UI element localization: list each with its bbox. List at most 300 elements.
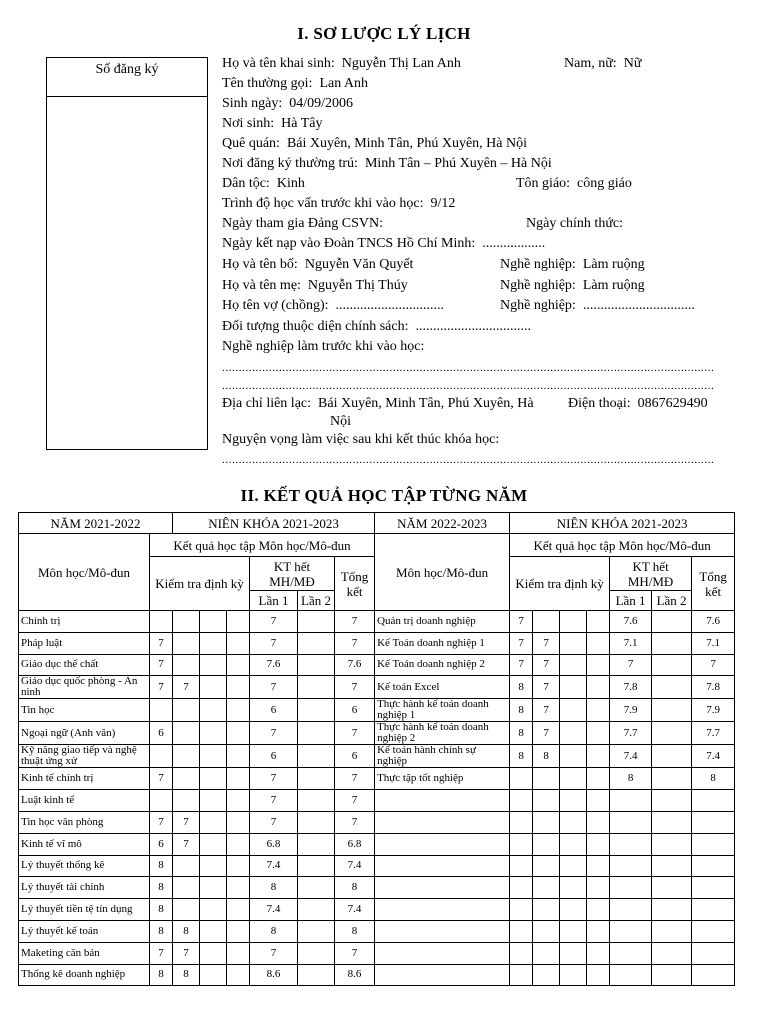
previous-job-dots-1: ................................................................................................................................................... (222, 362, 715, 374)
left-score-cell (298, 899, 335, 921)
mother-line (222, 276, 408, 296)
left-score-cell: 8 (335, 877, 375, 899)
left-score-cell: 7 (335, 722, 375, 745)
left-score-cell (227, 722, 250, 745)
right-score-cell (587, 722, 610, 745)
right-score-cell (652, 654, 692, 676)
right-score-cell (510, 899, 533, 921)
youth-union-value: .................. (482, 236, 546, 251)
right-score-cell (510, 811, 533, 833)
left-score-cell: 7.4 (335, 899, 375, 921)
right-score-cell (692, 811, 735, 833)
left-subject-cell: Tin học (19, 699, 150, 722)
religion-label: Tôn giáo: (516, 176, 571, 191)
left-score-cell (200, 790, 227, 812)
right-score-cell (692, 899, 735, 921)
right-score-cell (533, 877, 560, 899)
left-score-cell: 7 (335, 611, 375, 633)
right-subject-cell (375, 855, 510, 877)
right-score-cell (652, 611, 692, 633)
father-job-value: Làm ruộng (582, 257, 645, 272)
right-score-cell (610, 855, 652, 877)
right-score-cell (560, 611, 587, 633)
left-score-cell (200, 833, 227, 855)
previous-job-label: Nghề nghiệp làm trước khi vào học: (222, 339, 425, 354)
left-score-cell: 7 (173, 833, 200, 855)
table-row (19, 722, 735, 745)
left-score-cell (150, 699, 173, 722)
left-score-cell (200, 722, 227, 745)
left-score-cell (173, 877, 200, 899)
left-score-cell (227, 855, 250, 877)
right-subject-cell: Kế Toán doanh nghiệp 2 (375, 654, 510, 676)
left-score-cell: 6 (335, 745, 375, 768)
left-score-cell: 7 (150, 768, 173, 790)
registration-number-label: Số đăng ký (47, 58, 207, 97)
left-score-cell: 7 (335, 676, 375, 699)
left-subject-cell: Luật kinh tế (19, 790, 150, 812)
right-score-cell (510, 855, 533, 877)
right-score-cell: 8 (610, 768, 652, 790)
right-score-cell: 7 (510, 611, 533, 633)
left-score-cell (227, 811, 250, 833)
right-score-cell (560, 722, 587, 745)
left-subject-cell: Giáo dục quốc phòng - An ninh (19, 676, 150, 699)
left-score-cell (227, 899, 250, 921)
left-score-cell: 7 (250, 611, 298, 633)
left-score-cell (298, 722, 335, 745)
right-score-cell (652, 920, 692, 942)
left-score-cell (227, 654, 250, 676)
left-score-cell (173, 654, 200, 676)
right-score-cell (610, 877, 652, 899)
right-score-cell (560, 877, 587, 899)
left-score-cell (200, 676, 227, 699)
gender-label: Nam, nữ: (564, 56, 617, 71)
phone-line (568, 394, 708, 414)
spouse-line (222, 296, 444, 316)
left-score-cell (200, 611, 227, 633)
left-subject-cell: Pháp luật (19, 632, 150, 654)
policy-value: ................................. (415, 319, 531, 334)
spouse-value: ............................... (335, 298, 445, 313)
left-final-header: KT hết MH/MĐ (250, 557, 335, 591)
left-score-cell: 8.6 (335, 964, 375, 986)
right-course: NIÊN KHÓA 2021-2023 (510, 513, 735, 534)
left-score-cell: 7 (335, 811, 375, 833)
right-subject-cell (375, 833, 510, 855)
table-row (19, 877, 735, 899)
right-score-cell (692, 855, 735, 877)
left-score-cell (200, 768, 227, 790)
table-row (19, 920, 735, 942)
left-score-cell: 8 (150, 899, 173, 921)
left-subject-cell: Maketing căn bản (19, 942, 150, 964)
right-score-cell (587, 790, 610, 812)
left-score-cell (200, 632, 227, 654)
religion-value: công giáo (577, 176, 632, 191)
table-row (19, 964, 735, 986)
right-score-cell: 7.4 (610, 745, 652, 768)
left-subject-cell: Kinh tế chính trị (19, 768, 150, 790)
right-score-cell (652, 855, 692, 877)
gender-line (564, 54, 641, 74)
right-score-cell (692, 942, 735, 964)
right-score-cell (652, 699, 692, 722)
right-score-cell: 8 (533, 745, 560, 768)
right-score-cell (587, 964, 610, 986)
left-subject-cell: Chính trị (19, 611, 150, 633)
left-score-cell (200, 699, 227, 722)
left-score-cell (298, 942, 335, 964)
right-score-cell (652, 899, 692, 921)
right-subject-cell: Kế toán Excel (375, 676, 510, 699)
right-score-cell: 7.8 (692, 676, 735, 699)
right-score-cell (533, 964, 560, 986)
left-score-cell: 7 (173, 942, 200, 964)
nickname-label: Tên thường gọi: (222, 76, 313, 91)
left-score-cell: 7 (173, 676, 200, 699)
full-name-label: Họ và tên khai sinh: (222, 56, 335, 71)
right-score-cell (560, 745, 587, 768)
right-score-cell (652, 877, 692, 899)
left-score-cell (298, 790, 335, 812)
right-score-cell (652, 768, 692, 790)
father-value: Nguyễn Văn Quyết (304, 257, 414, 272)
policy-label: Đối tượng thuộc diện chính sách: (222, 319, 409, 334)
right-score-cell (510, 833, 533, 855)
right-score-cell (560, 699, 587, 722)
aspiration-line (222, 430, 499, 450)
right-score-cell: 8 (510, 699, 533, 722)
birthplace-line (222, 114, 322, 134)
spouse-job-label: Nghề nghiệp: (500, 298, 576, 313)
left-score-cell: 6 (150, 833, 173, 855)
right-subject-cell: Thực hành kế toán doanh nghiệp 1 (375, 699, 510, 722)
right-score-cell (560, 790, 587, 812)
left-score-cell (227, 833, 250, 855)
right-score-cell (610, 964, 652, 986)
residence-value: Minh Tân – Phú Xuyên – Hà Nội (364, 156, 552, 171)
right-score-cell (610, 942, 652, 964)
residence-label: Nơi đăng ký thường trú: (222, 156, 358, 171)
spouse-job-line (500, 296, 695, 316)
mother-value: Nguyễn Thị Thúy (307, 278, 408, 293)
right-score-cell (587, 611, 610, 633)
left-subject-cell: Thống kê doanh nghiệp (19, 964, 150, 986)
table-row (19, 611, 735, 633)
left-year: NĂM 2021-2022 (19, 513, 173, 534)
left-score-cell: 7 (335, 942, 375, 964)
left-subject-cell: Kinh tế vĩ mô (19, 833, 150, 855)
left-attempt2-header: Lần 2 (298, 591, 335, 611)
right-score-cell (560, 942, 587, 964)
left-subject-cell: Tin học văn phòng (19, 811, 150, 833)
left-score-cell: 6 (150, 722, 173, 745)
right-score-cell (610, 833, 652, 855)
aspiration-label: Nguyện vọng làm việc sau khi kết thúc khóa học: (222, 432, 500, 447)
address-label: Địa chỉ liên lạc: (222, 396, 312, 411)
father-label: Họ và tên bố: (222, 257, 298, 272)
policy-line (222, 317, 531, 337)
right-year: NĂM 2022-2023 (375, 513, 510, 534)
right-score-cell: 7 (510, 654, 533, 676)
right-score-cell (652, 811, 692, 833)
left-score-cell (227, 745, 250, 768)
right-score-cell (587, 920, 610, 942)
right-score-cell (533, 768, 560, 790)
left-subject-cell: Lý thuyết kế toán (19, 920, 150, 942)
right-periodic-header: Kiểm tra định kỳ (510, 557, 610, 611)
left-score-cell: 7 (250, 722, 298, 745)
right-subject-cell (375, 942, 510, 964)
left-course: NIÊN KHÓA 2021-2023 (173, 513, 375, 534)
right-score-cell: 8 (510, 745, 533, 768)
right-subject-cell (375, 811, 510, 833)
right-score-cell (587, 632, 610, 654)
right-score-cell (652, 964, 692, 986)
section-title-results: II. KẾT QUẢ HỌC TẬP TỪNG NĂM (240, 486, 528, 505)
right-score-cell: 7 (533, 676, 560, 699)
mother-job-label: Nghề nghiệp: (500, 278, 576, 293)
left-score-cell (150, 745, 173, 768)
right-score-cell (587, 833, 610, 855)
right-score-cell (610, 920, 652, 942)
right-score-cell (587, 676, 610, 699)
results-header-row (19, 534, 735, 557)
right-subject-cell: Thực hành kế toán doanh nghiệp 2 (375, 722, 510, 745)
right-score-cell (533, 942, 560, 964)
left-score-cell (200, 942, 227, 964)
table-row (19, 811, 735, 833)
right-score-cell: 7.9 (610, 699, 652, 722)
phone-label: Điện thoại: (568, 396, 631, 411)
youth-union-line (222, 234, 545, 254)
official-date-line (526, 214, 623, 234)
right-score-cell (510, 877, 533, 899)
right-score-cell: 7.6 (610, 611, 652, 633)
left-score-cell: 8.6 (250, 964, 298, 986)
left-score-cell: 7 (150, 942, 173, 964)
right-score-cell: 8 (510, 676, 533, 699)
left-score-cell: 6 (250, 699, 298, 722)
right-score-cell (533, 899, 560, 921)
mother-label: Họ và tên mẹ: (222, 278, 301, 293)
right-score-cell (533, 811, 560, 833)
table-row (19, 745, 735, 768)
right-score-cell: 7.9 (692, 699, 735, 722)
youth-union-label: Ngày kết nạp vào Đoàn TNCS Hồ Chí Minh: (222, 236, 476, 251)
right-score-cell (652, 632, 692, 654)
residence-line (222, 154, 552, 174)
party-join-label: Ngày tham gia Đảng CSVN: (222, 216, 383, 231)
right-score-cell (610, 790, 652, 812)
right-score-cell (692, 920, 735, 942)
right-score-cell: 7.4 (692, 745, 735, 768)
left-score-cell: 8 (150, 877, 173, 899)
left-score-cell: 7 (250, 811, 298, 833)
right-total-header: Tổng kết (692, 557, 735, 611)
left-score-cell (173, 855, 200, 877)
right-score-cell: 7 (533, 722, 560, 745)
right-score-cell: 7.1 (692, 632, 735, 654)
right-score-cell (510, 768, 533, 790)
right-score-cell (610, 811, 652, 833)
religion-line (516, 174, 632, 194)
right-score-cell (510, 790, 533, 812)
full-name-value: Nguyễn Thị Lan Anh (341, 56, 461, 71)
left-score-cell (227, 877, 250, 899)
hometown-label: Quê quán: (222, 136, 280, 151)
left-score-cell (227, 790, 250, 812)
father-line (222, 255, 413, 275)
education-line (222, 194, 455, 214)
birthplace-label: Nơi sinh: (222, 116, 275, 131)
right-subject-cell: Thực tập tốt nghiệp (375, 768, 510, 790)
left-score-cell (227, 611, 250, 633)
left-score-cell (298, 632, 335, 654)
father-job-line (500, 255, 645, 275)
left-score-cell (200, 654, 227, 676)
right-score-cell (560, 855, 587, 877)
grades-table (18, 512, 735, 986)
right-score-cell (652, 942, 692, 964)
address-line (222, 394, 534, 414)
table-row (19, 632, 735, 654)
dob-value: 04/09/2006 (289, 96, 354, 111)
right-score-cell: 7.6 (692, 611, 735, 633)
grade-rows (19, 611, 735, 986)
left-score-cell: 8 (250, 877, 298, 899)
left-attempt1-header: Lần 1 (250, 591, 298, 611)
aspiration-dots: ................................................................................................................................................... (222, 454, 715, 466)
left-score-cell (173, 699, 200, 722)
left-score-cell (298, 768, 335, 790)
left-score-cell (298, 654, 335, 676)
spouse-label: Họ tên vợ (chồng): (222, 298, 329, 313)
left-score-cell: 7 (173, 811, 200, 833)
left-score-cell (298, 964, 335, 986)
right-score-cell (560, 964, 587, 986)
left-score-cell: 8 (173, 920, 200, 942)
right-score-cell (560, 899, 587, 921)
right-score-cell (560, 676, 587, 699)
left-score-cell (200, 811, 227, 833)
table-row (19, 942, 735, 964)
left-score-cell (150, 790, 173, 812)
left-score-cell: 6.8 (335, 833, 375, 855)
left-score-cell (298, 811, 335, 833)
left-score-cell (173, 768, 200, 790)
right-score-cell (560, 811, 587, 833)
full-name-line (222, 54, 461, 74)
left-periodic-header: Kiểm tra định kỳ (150, 557, 250, 611)
left-score-cell (298, 611, 335, 633)
right-score-cell (587, 654, 610, 676)
right-score-cell: 7.1 (610, 632, 652, 654)
right-score-cell (692, 877, 735, 899)
left-score-cell: 7 (335, 790, 375, 812)
right-score-cell (560, 654, 587, 676)
left-score-cell: 7 (150, 676, 173, 699)
left-subject-cell: Lý thuyết tiền tệ tín dụng (19, 899, 150, 921)
table-row (19, 699, 735, 722)
left-score-cell: 7 (335, 632, 375, 654)
left-score-cell (227, 768, 250, 790)
right-score-cell (560, 632, 587, 654)
right-score-cell (533, 855, 560, 877)
left-subject-cell: Ngoại ngữ (Anh văn) (19, 722, 150, 745)
ethnicity-line (222, 174, 305, 194)
left-score-cell: 8 (150, 920, 173, 942)
right-score-cell (587, 745, 610, 768)
mother-job-value: Làm ruộng (582, 278, 645, 293)
left-score-cell: 7 (250, 632, 298, 654)
right-score-cell (533, 611, 560, 633)
right-subject-header: Môn học/Mô-đun (375, 534, 510, 611)
right-score-cell (587, 877, 610, 899)
left-score-cell (200, 745, 227, 768)
right-score-cell (610, 899, 652, 921)
right-attempt2-header: Lần 2 (652, 591, 692, 611)
section-title-biography: I. SƠ LƯỢC LÝ LỊCH (297, 24, 471, 43)
table-row (19, 654, 735, 676)
right-final-header: KT hết MH/MĐ (610, 557, 692, 591)
left-score-cell: 6 (250, 745, 298, 768)
left-score-cell: 8 (150, 855, 173, 877)
left-subject-cell: Lý thuyết tài chính (19, 877, 150, 899)
right-score-cell (692, 833, 735, 855)
nickname-line (222, 74, 368, 94)
left-score-cell (173, 632, 200, 654)
left-score-cell (298, 676, 335, 699)
left-score-cell: 7.4 (250, 855, 298, 877)
table-row (19, 833, 735, 855)
left-score-cell (227, 964, 250, 986)
previous-job-line (222, 337, 424, 357)
right-score-cell (560, 768, 587, 790)
birthplace-value: Hà Tây (281, 116, 323, 131)
photo-box (46, 57, 208, 450)
right-score-cell (652, 676, 692, 699)
right-score-cell (692, 790, 735, 812)
left-score-cell: 7.4 (250, 899, 298, 921)
spouse-job-value: ................................ (582, 298, 695, 313)
left-results-header: Kết quả học tập Môn học/Mô-đun (150, 534, 375, 557)
right-subject-cell (375, 790, 510, 812)
left-score-cell: 6.8 (250, 833, 298, 855)
left-score-cell: 7 (150, 654, 173, 676)
right-score-cell: 7 (533, 699, 560, 722)
left-score-cell (173, 745, 200, 768)
left-score-cell: 7 (250, 676, 298, 699)
left-score-cell (298, 877, 335, 899)
address-value-1: Bái Xuyên, Minh Tân, Phú Xuyên, Hà (318, 396, 534, 411)
right-subject-cell (375, 964, 510, 986)
left-score-cell: 8 (335, 920, 375, 942)
left-score-cell (298, 855, 335, 877)
right-score-cell (533, 790, 560, 812)
mother-job-line (500, 276, 645, 296)
left-score-cell (227, 942, 250, 964)
right-score-cell: 7 (692, 654, 735, 676)
left-score-cell: 7 (150, 811, 173, 833)
right-score-cell: 7.7 (692, 722, 735, 745)
right-score-cell (652, 722, 692, 745)
left-score-cell: 7 (250, 768, 298, 790)
right-score-cell: 8 (510, 722, 533, 745)
hometown-value: Bái Xuyên, Minh Tân, Phú Xuyên, Hà Nội (286, 136, 527, 151)
